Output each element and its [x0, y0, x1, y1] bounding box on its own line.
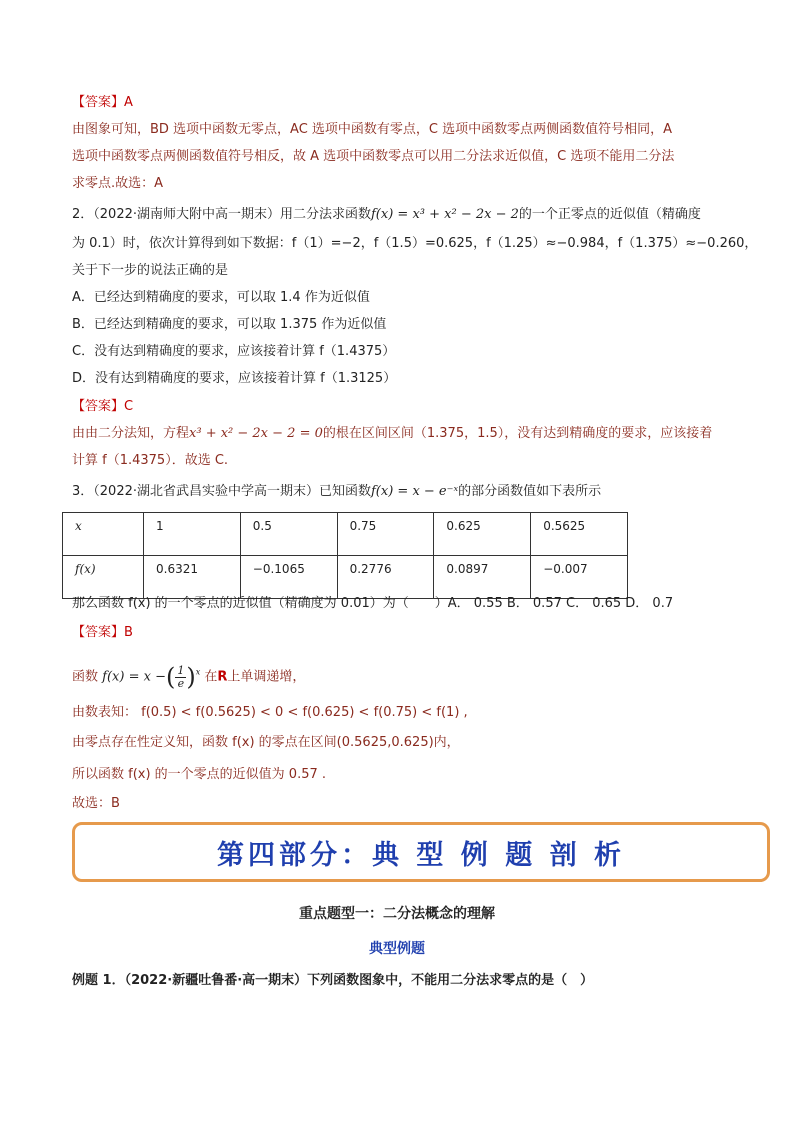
right-paren: )	[186, 663, 196, 691]
answer-2-line-1	[72, 425, 712, 443]
answer-3-line-1	[72, 662, 305, 693]
answer-3-heading	[72, 624, 133, 642]
section-banner-title: 第四部分：典 型 例 题 剖 析	[217, 839, 625, 871]
option-a: A．已经达到精确度的要求，可以取 1.4 作为近似值	[72, 290, 370, 305]
answer-3-function: f(x) = x −	[102, 669, 166, 685]
table-cell: x	[63, 513, 144, 556]
answer-3-real-set: R	[217, 669, 228, 685]
answer-tag: 【答案】	[72, 95, 125, 110]
table-row	[63, 513, 628, 556]
question-3-prefix: 3．（2022·湖北省武昌实验中学高一期末）已知函数	[72, 484, 371, 499]
table-cell: 0.6321	[144, 556, 241, 599]
answer-3-text-b: 在	[204, 669, 218, 685]
answer-1-heading	[72, 94, 133, 112]
section-subsubtitle: 典型例题	[369, 941, 425, 957]
question-3-function: f(x) = x − e⁻ˣ	[371, 484, 459, 499]
answer-1-explanation-line-2: 选项中函数零点两侧函数值符号相反，故 A 选项中函数零点可以用二分法求近似值，C 选项不能用二分法	[72, 149, 675, 164]
table-cell: 0.2776	[337, 556, 434, 599]
question-2-line-3: 关于下一步的说法正确的是	[72, 263, 229, 278]
table-cell: 0.5	[240, 513, 337, 556]
answer-2-heading	[72, 398, 133, 416]
exponent: x	[195, 667, 201, 677]
left-paren: (	[165, 663, 176, 691]
table-cell: 1	[144, 513, 241, 556]
question-2-suffix: 的一个正零点的近似值（精确度	[518, 207, 701, 222]
question-2-line-1	[72, 206, 701, 224]
table-cell: 0.5625	[531, 513, 628, 556]
question-3-prompt: 那么函数 f(x) 的一个零点的近似值（精确度为 0.01）为（ ）A． 0.55 B． 0.57 C． 0.65 D． 0.7	[72, 596, 674, 611]
table-cell: −0.1065	[240, 556, 337, 599]
question-3-suffix: 的部分函数值如下表所示	[458, 484, 602, 499]
fraction-denominator: e	[177, 676, 185, 690]
table-cell: 0.75	[337, 513, 434, 556]
table-cell: 0.625	[434, 513, 531, 556]
answer-value: C	[124, 399, 134, 414]
answer-3-text-a: 函数	[72, 669, 99, 685]
answer-1-explanation-line-1: 由图象可知，BD 选项中函数无零点，AC 选项中函数有零点，C 选项中函数零点两侧函数值符号相同，A	[72, 122, 673, 137]
answer-3-text-c: 上单调递增，	[227, 669, 306, 685]
table-row	[63, 556, 628, 599]
answer-2-equation: x³ + x² − 2x − 2 = 0	[189, 426, 323, 441]
fraction-numerator: 1	[177, 663, 185, 677]
answer-tag: 【答案】	[72, 625, 125, 640]
table-cell: f(x)	[63, 556, 144, 599]
answer-value: A	[124, 95, 133, 110]
option-d: D．没有达到精确度的要求，应该接着计算 f（1.3125）	[72, 371, 397, 386]
example-1-prompt: 例题 1．（2022·新疆吐鲁番·高一期末）下列函数图象中，不能用二分法求零点的是（ ）	[72, 973, 594, 988]
answer-1-explanation-line-3: 求零点.故选：A	[72, 176, 164, 191]
answer-2-line-2: 计算 f（1.4375）．故选 C.	[72, 453, 229, 468]
answer-2-text-b: 的根在区间区间（1.375，1.5），没有达到精确度的要求，应该接着	[322, 426, 713, 441]
option-b: B．已经达到精确度的要求，可以取 1.375 作为近似值	[72, 317, 387, 332]
question-2-function: f(x) = x³ + x² − 2x − 2	[371, 207, 519, 222]
answer-tag: 【答案】	[72, 399, 125, 414]
question-2-prefix: 2．（2022·湖南师大附中高一期末）用二分法求函数	[72, 207, 371, 222]
option-c: C．没有达到精确度的要求，应该接着计算 f（1.4375）	[72, 344, 396, 359]
table-cell: −0.007	[531, 556, 628, 599]
answer-3-line-5: 故选：B	[72, 796, 120, 811]
answer-3-line-3: 由零点存在性定义知，函数 f(x) 的零点在区间(0.5625,0.625)内，	[72, 735, 460, 750]
question-2-line-2: 为 0.1）时，依次计算得到如下数据：f（1）=−2，f（1.5）=0.625，f（1.25）≈−0.984，f（1.375）≈−0.260，	[72, 236, 758, 251]
answer-2-text-a: 由由二分法知，方程	[72, 426, 190, 441]
fraction	[175, 665, 186, 690]
question-3-line-1	[72, 483, 601, 501]
section-banner	[72, 822, 770, 882]
answer-3-line-4: 所以函数 f(x) 的一个零点的近似值为 0.57 .	[72, 767, 327, 782]
function-values-table	[62, 512, 628, 599]
table-cell: 0.0897	[434, 556, 531, 599]
answer-3-line-2: 由数表知： f(0.5) < f(0.5625) < 0 < f(0.625) < f(0.75) < f(1) ,	[72, 705, 468, 720]
answer-value: B	[124, 625, 133, 640]
section-subtitle: 重点题型一：二分法概念的理解	[299, 906, 495, 922]
